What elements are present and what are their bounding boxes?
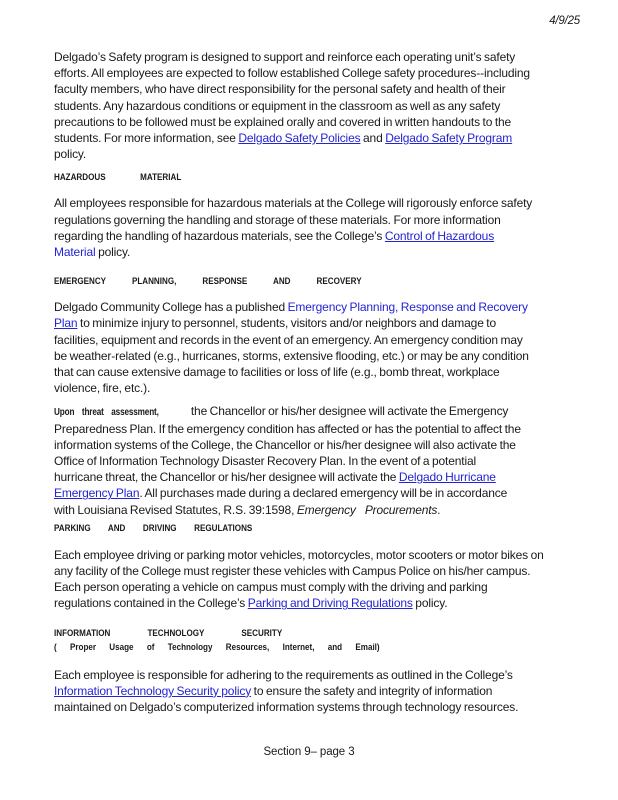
text-run: regarding the handling of hazardous materials, see the College’s: [54, 228, 385, 243]
paragraph-safety-program: [54, 49, 580, 162]
link-delgado-safety-policies[interactable]: Delgado Safety Policies: [238, 131, 361, 146]
text-run: All employees responsible for hazardous materials at the College will rigorously enforce safety: [54, 196, 533, 211]
heading-emergency-planning-response-recovery: EMERGENCY PLANNING, RESPONSE AND RECOVERY: [54, 276, 362, 288]
text-run: Delgado’s Safety program is designed to support and reinforce each operating unit’s safety: [54, 50, 516, 64]
link-control-of-hazardous-material[interactable]: Material: [54, 245, 96, 260]
paragraph-it-security: [54, 667, 580, 716]
page-footer: Section 9– page 3: [263, 746, 355, 758]
link-control-of-hazardous-material[interactable]: Control of Hazardous: [384, 228, 495, 243]
text-run: information systems of the College, the Chancellor or his/her designee will also activate the: [54, 437, 516, 452]
text-run: the Chancellor or his/her designee will activate the Emergency: [188, 404, 509, 419]
link-emergency-planning-response-and-recovery-plan[interactable]: Emergency Planning, Response and Recovery: [287, 300, 528, 315]
paragraph-emergency-plan: [54, 299, 580, 396]
link-parking-and-driving-regulations[interactable]: Parking and Driving Regulations: [247, 596, 413, 611]
paragraph-parking: [54, 547, 580, 612]
text-run: Upon threat assessment,: [54, 406, 159, 419]
text-run: regulations contained in the College’s: [54, 596, 248, 611]
text-run: with Louisiana Revised Statutes, R.S. 39:1598,: [54, 502, 297, 517]
heading-information-technology-security-subtitle: ( Proper Usage of Technology Resources, Internet, and Email): [54, 641, 380, 653]
text-run: that can cause extensive damage to facilities or loss of life (e.g., bomb threat, workplace: [54, 365, 500, 380]
paragraph-hazardous-material: [54, 195, 580, 260]
text-run: Each employee driving or parking motor vehicles, motorcycles, motor scooters or motor bikes on: [54, 547, 544, 562]
text-run: policy.: [412, 596, 448, 611]
text-run: violence, fire, etc.).: [54, 381, 151, 396]
date: 4/9/25: [549, 15, 580, 27]
text-run: .: [437, 502, 441, 517]
text-run: policy.: [95, 245, 131, 260]
paragraph-threat-assessment: [54, 403, 580, 517]
text-run: students. For more information, see: [54, 131, 239, 146]
text-run: Emergency Procurements: [296, 502, 438, 517]
link-delgado-safety-program[interactable]: Delgado Safety Program: [385, 131, 513, 146]
text-run: regulations governing the handling and storage of these materials. For more information: [54, 212, 501, 227]
text-run: . All purchases made during a declared emergency will be in accordance: [139, 486, 508, 501]
text-run: Delgado Community College has a published: [54, 300, 288, 315]
text-run: Office of Information Technology Disaster Recovery Plan. In the event of a potential: [54, 454, 477, 469]
text-run: students. Any hazardous conditions or equipment in the classroom as well as any safety: [54, 98, 501, 113]
text-run: hurricane threat, the Chancellor or his/her designee will activate the: [54, 470, 399, 485]
text-run: to minimize injury to personnel, students, visitors and/or neighbors and damage to: [77, 316, 497, 331]
text-run: and: [360, 131, 386, 146]
text-run: Preparedness Plan. If the emergency condition has affected or has the potential to affect the: [54, 421, 521, 436]
text-run: precautions to be followed must be explained orally and covered in written handouts to the: [54, 114, 512, 129]
text-run: policy.: [54, 147, 87, 162]
link-emergency-planning-response-and-recovery-plan[interactable]: Plan: [54, 316, 78, 331]
link-information-technology-security-policy[interactable]: Information Technology Security policy: [54, 683, 252, 698]
text-run: be weather-related (e.g., hurricanes, storms, extensive flooding, etc.) or may be any condition: [54, 348, 529, 363]
heading-information-technology-security: INFORMATION TECHNOLOGY SECURITY: [54, 627, 283, 639]
heading-hazardous-material: HAZARDOUS MATERIAL: [54, 172, 182, 184]
text-run: Each person operating a vehicle on campus must comply with the driving and parking: [54, 580, 488, 595]
text-run: any facility of the College must register these vehicles with Campus Police on his/her campus.: [54, 564, 531, 579]
link-delgado-hurricane-emergency-plan[interactable]: Delgado Hurricane: [398, 470, 496, 485]
text-run: facilities, equipment and records in the event of an emergency. An emergency condition may: [54, 332, 523, 347]
text-run: faculty members, who have direct responsibility for the personal safety and health of their: [54, 82, 506, 97]
text-run: to ensure the safety and integrity of information: [251, 683, 493, 698]
text-run: maintained on Delgado’s computerized information systems through technology resources.: [54, 700, 519, 715]
heading-parking-driving-regulations: PARKING AND DRIVING REGULATIONS: [54, 522, 253, 534]
text-run: efforts. All employees are expected to follow established College safety procedures--including: [54, 66, 530, 81]
text-run: Each employee is responsible for adhering to the requirements as outlined in the College’s: [54, 667, 513, 682]
link-delgado-hurricane-emergency-plan[interactable]: Emergency Plan: [54, 486, 140, 501]
